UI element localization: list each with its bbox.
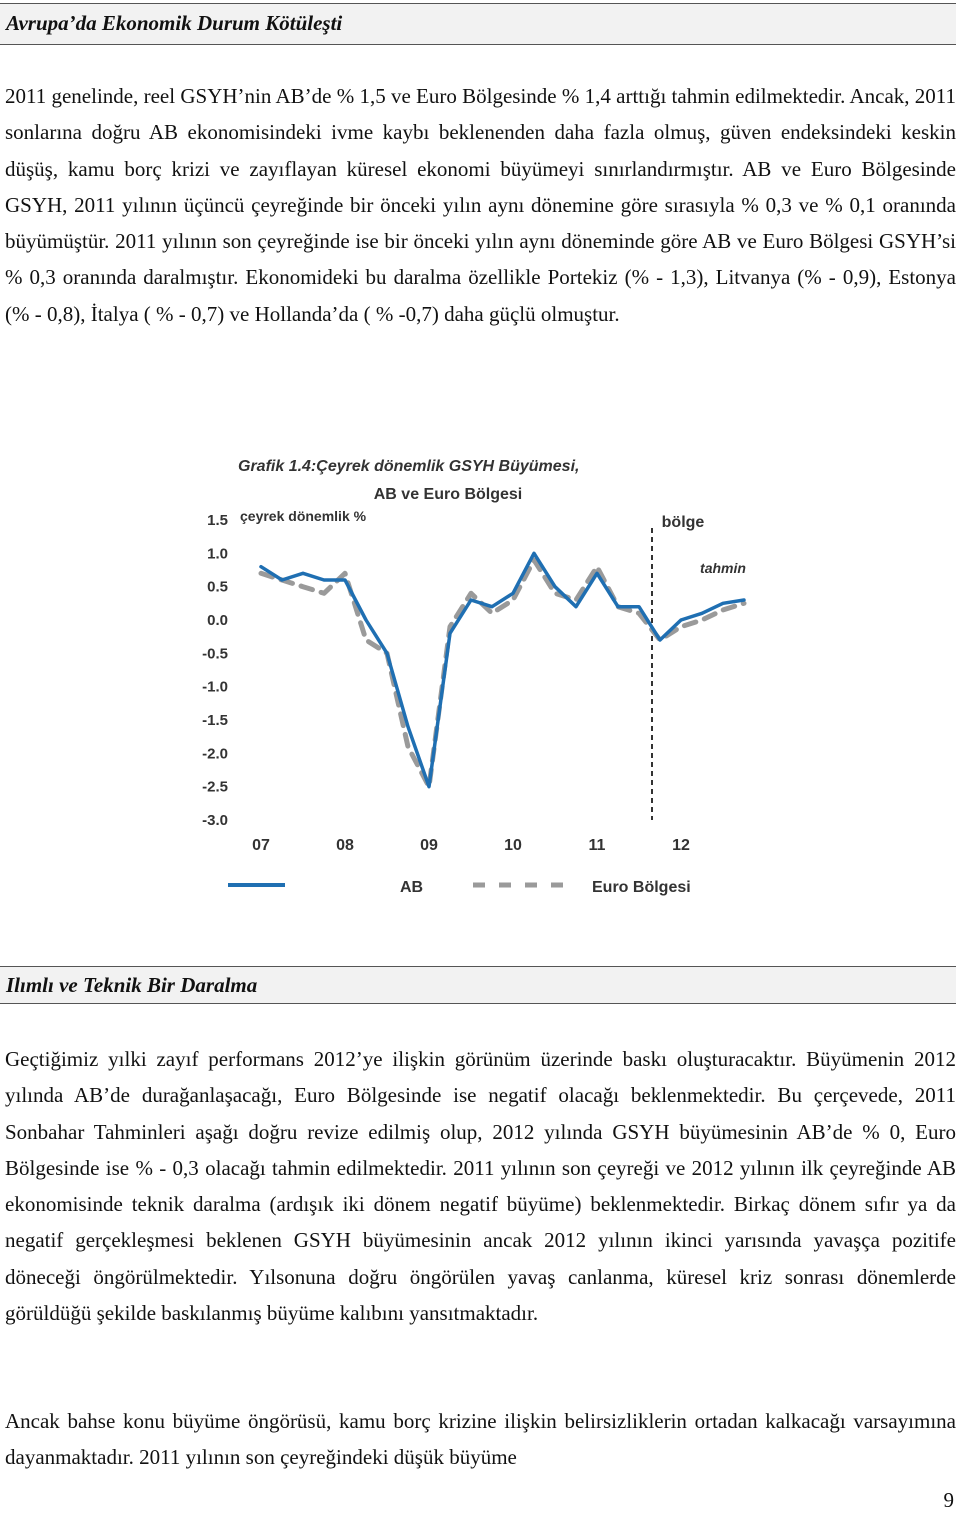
- data-point: [680, 619, 682, 621]
- y-tick-label: -3.0: [202, 812, 228, 829]
- series-line-ab: [261, 553, 744, 786]
- section-title: Avrupa’da Ekonomik Durum Kötüleşti: [0, 3, 956, 45]
- x-tick-label: 10: [504, 837, 522, 854]
- data-point: [470, 599, 472, 601]
- y-tick-label: -0.5: [202, 645, 228, 663]
- data-point: [575, 605, 577, 607]
- chart-legend: [228, 879, 691, 896]
- data-point: [302, 585, 304, 587]
- data-point: [722, 602, 724, 604]
- data-point: [701, 612, 703, 614]
- data-point: [638, 605, 640, 607]
- data-point: [470, 592, 472, 594]
- data-point: [344, 572, 346, 574]
- data-point: [533, 552, 535, 554]
- y-tick-label: 1.0: [207, 545, 228, 563]
- y-tick-label: 1.5: [207, 512, 228, 529]
- x-tick-label: 11: [588, 837, 606, 854]
- data-point: [680, 625, 682, 627]
- data-point: [260, 572, 262, 574]
- body-paragraph: Geçtiğimiz yılki zayıf performans 2012’ye ilişkin görünüm üzerinde baskı oluşturacaktır. Büyümenin 2012 yılında AB’de durağanlaşacağı, Euro Bölgesinde ise negatif olacağı beklenmektedir. Bu çerçevede, 2011 Sonbahar Tahminleri aşağı doğru revize edilmiş olup, 2012 yılında GSYH büyümesinin AB’de % 0, Euro Bölgesinde ise % - 0,3 olacağı tahmin edilmektedir. 2011 yılının son çeyreği ve 2012 yılının ilk çeyreğinde AB ekonomisinde teknik daralma (ardışık iki dönem negatif büyüme) beklenmektedir. Birkaç dönem sıfır ya da negatif gerçekleşmesi beklenen GSYH büyümesinin ancak 2012 yılının ikinci yarısında yavaşça pozitife döneceği öngörülmektedir. Yılsonuna doğru öngörülen yavaş canlanma, küresel kriz sonrası dönemlerde görüldüğü şekilde baskılanmış büyüme kalıbını yansıtmaktadır.: [5, 1047, 956, 1326]
- section-title: Ilımlı ve Teknik Bir Daralma: [0, 966, 956, 1004]
- body-paragraph: 2011 genelinde, reel GSYH’nin AB’de % 1,5 ve Euro Bölgesinde % 1,4 arttığı tahmin edilmektedir. Ancak, 2011 sonlarına doğru AB ekonomisindeki ivme kaybı beklenenden daha fazla olmuş, güven endeksindeki keskin düşüş, kamu borç krizi ve zayıflayan küresel ekonomi büyümeyi sınırlandırmıştır. AB ve Euro Bölgesinde GSYH, 2011 yılının üçüncü çeyreğinde bir önceki yılın aynı dönemine göre sırasıyla % 0,3 ve % 0,1 oranında büyümüştür. 2011 yılının son çeyreğinde ise bir önceki yılın aynı döneminde göre AB ve Euro Bölgesi GSYH’si % 0,3 oranında daralmıştır. Ekonomideki bu daralma özellikle Portekiz (% - 1,3), Litvanya (% - 0,9), Estonya (% - 0,8), İtalya ( % - 0,7) ve Hollanda’da ( % -0,7) daha güçlü olmuştur.: [5, 84, 956, 326]
- y-tick-label: -1.0: [202, 678, 228, 696]
- data-point: [701, 619, 703, 621]
- data-point: [449, 625, 451, 627]
- data-point: [260, 565, 262, 567]
- legend-ab-label: AB: [400, 879, 424, 896]
- data-point: [407, 745, 409, 747]
- data-point: [596, 565, 598, 567]
- figure: [180, 445, 780, 905]
- x-tick-label: 12: [672, 837, 690, 854]
- y-tick-label: -2.5: [202, 778, 228, 796]
- chart-region-label: bölge: [661, 514, 705, 531]
- data-point: [554, 585, 556, 587]
- data-point: [365, 639, 367, 641]
- data-point: [323, 579, 325, 581]
- x-tick-label: 07: [252, 837, 270, 854]
- data-point: [617, 605, 619, 607]
- y-tick-label: 0.0: [207, 612, 228, 629]
- data-point: [281, 579, 283, 581]
- data-point: [743, 602, 745, 604]
- data-point: [722, 609, 724, 611]
- chart-unit-label: çeyrek dönemlik %: [240, 508, 367, 524]
- y-tick-label: -2.0: [202, 745, 228, 763]
- data-point: [659, 639, 661, 641]
- data-point: [491, 605, 493, 607]
- data-point: [302, 572, 304, 574]
- body-paragraph: Ancak bahse konu büyüme öngörüsü, kamu borç krizine ilişkin belirsizliklerin ortadan kalkacağı varsayımına dayanmaktadır. 2011 yılının son çeyreğindeki düşük büyüme: [5, 1409, 956, 1470]
- y-tick-label: -1.5: [202, 712, 228, 729]
- data-point: [638, 612, 640, 614]
- data-point: [512, 599, 514, 601]
- data-point: [596, 572, 598, 574]
- data-point: [491, 612, 493, 614]
- chart-title-line2: AB ve Euro Bölgesi: [373, 486, 523, 503]
- data-point: [323, 592, 325, 594]
- data-point: [575, 599, 577, 601]
- page-number: 9: [943, 1488, 954, 1512]
- data-point: [533, 559, 535, 561]
- chart-title-line1: Grafik 1.4:Çeyrek dönemlik GSYH Büyümesi,: [238, 458, 580, 475]
- data-point: [554, 592, 556, 594]
- y-tick-label: 0.5: [207, 578, 228, 596]
- data-point: [449, 632, 451, 634]
- data-point: [386, 652, 388, 654]
- chart-forecast-label: tahmin: [700, 560, 746, 576]
- data-point: [512, 592, 514, 594]
- data-point: [407, 725, 409, 727]
- x-tick-label: 09: [420, 837, 438, 854]
- series-line-euro-bolgesi: [261, 560, 744, 787]
- legend-euro-label: Euro Bölgesi: [592, 879, 691, 896]
- x-tick-label: 08: [336, 837, 354, 854]
- data-point: [365, 619, 367, 621]
- data-point: [344, 579, 346, 581]
- data-point: [428, 785, 430, 787]
- gdp-growth-chart: [180, 445, 780, 905]
- data-point: [743, 599, 745, 601]
